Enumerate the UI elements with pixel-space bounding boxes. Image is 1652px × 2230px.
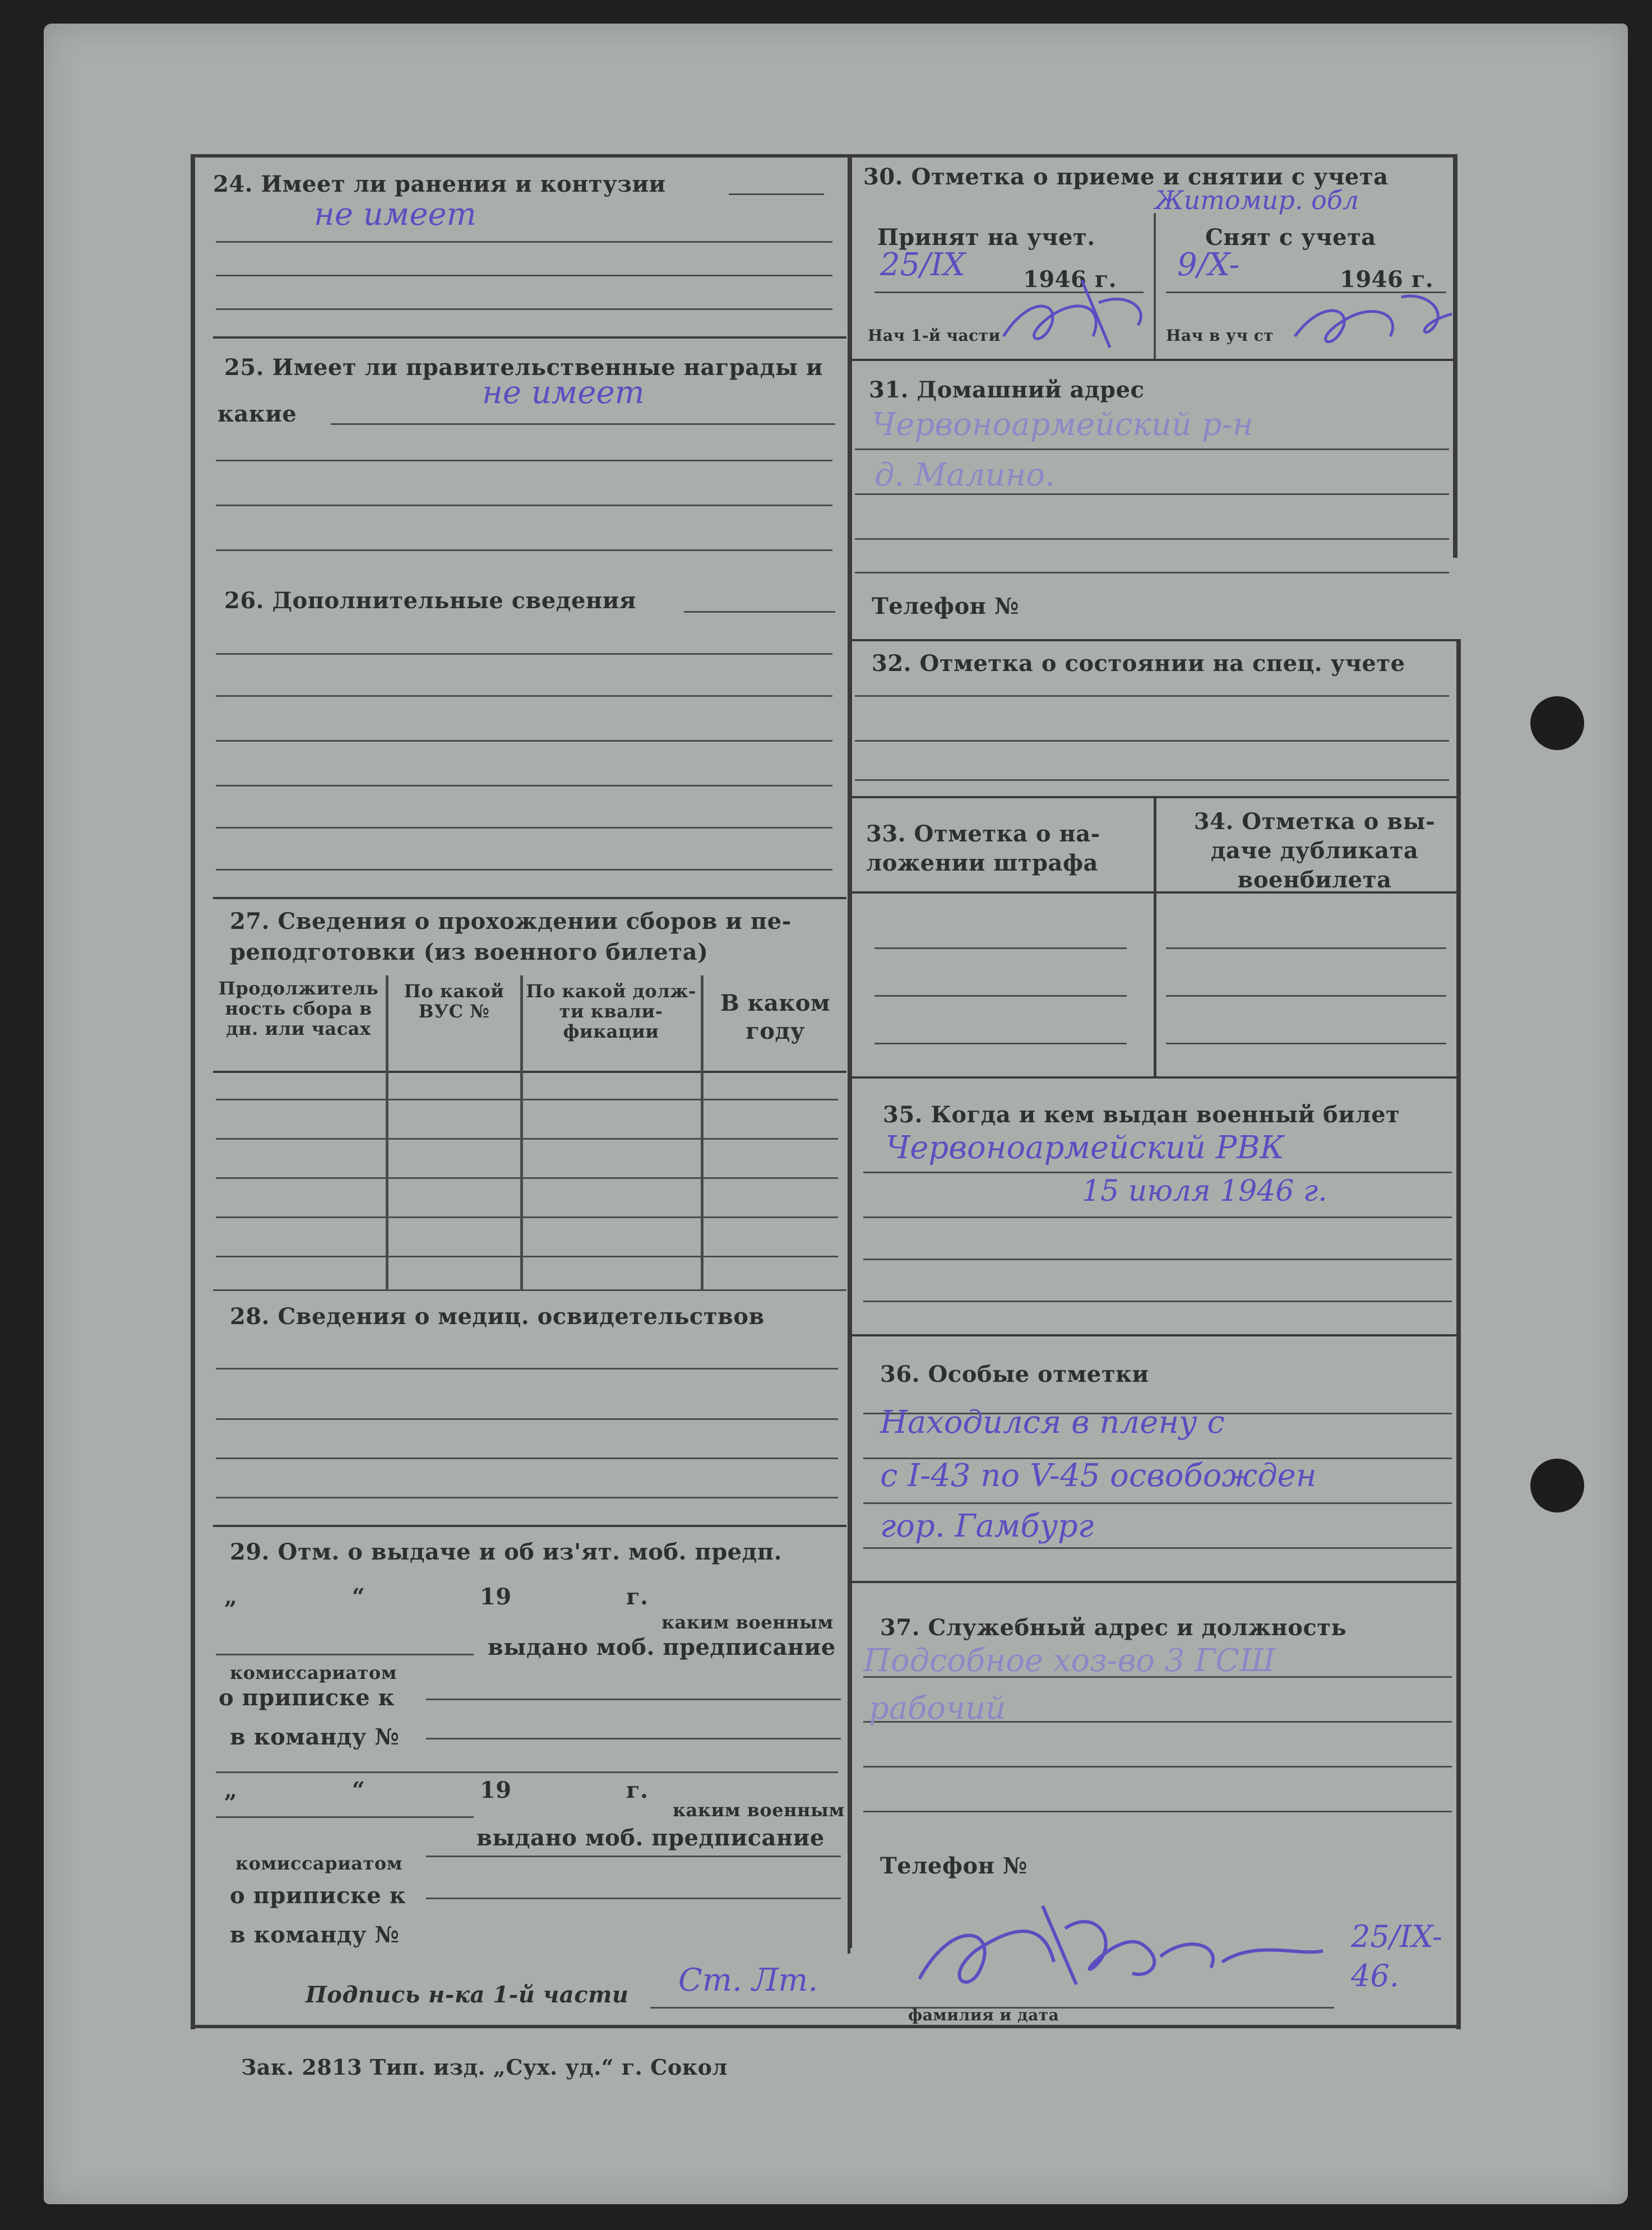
s36-line-3: гор. Гамбург — [880, 1508, 1094, 1544]
s27-col-vus: По какой ВУС № — [404, 980, 505, 1022]
s29-komandu-2: в команду № — [230, 1922, 400, 1948]
s27-title-2: реподготовки (из военного билета) — [230, 939, 709, 965]
s25-answer: не имеет — [482, 374, 645, 411]
s30-head1: Нач 1-й части — [868, 326, 1001, 345]
signature-value: Ст. Лт. — [678, 1962, 818, 1998]
s35-line-2: 15 июля 1946 г. — [1082, 1174, 1327, 1208]
commander-signature — [908, 1895, 1345, 2007]
s30-removed-date: 9/X- — [1177, 247, 1240, 283]
s30-removed-year: 1946 г. — [1340, 266, 1434, 293]
signature-label: Подпись н-ка 1-й части — [306, 1982, 629, 2008]
s35-line-1: Червоноармейский РВК — [886, 1130, 1284, 1166]
s30-removed-label: Снят с учета — [1205, 224, 1376, 251]
s29-kakim-2: каким военным — [673, 1799, 845, 1821]
s30-accepted-label: Принят на учет. — [877, 224, 1095, 251]
s27-col-qualification: По какой долж-ти квали- фикации — [526, 980, 696, 1042]
s29-vydano-1: выдано моб. предписание — [488, 1634, 836, 1660]
s24-answer: не имеет — [314, 196, 476, 233]
s29-komandu-1: в команду № — [230, 1724, 400, 1750]
s36-line-1: Находился в плену с — [880, 1404, 1225, 1441]
s30-head2: Нач в уч ст — [1166, 326, 1274, 345]
s36-line-2: с I-43 по V-45 освобожден — [880, 1458, 1317, 1494]
s29-komissariatom-2: комиссариатом — [235, 1853, 402, 1874]
s27-col-duration: Продолжитель ность сбора в дн. или часах — [218, 978, 379, 1039]
printer-imprint: Зак. 2813 Тип. изд. „Сух. уд.“ г. Сокол — [241, 2055, 728, 2080]
punch-hole-top — [1530, 696, 1584, 750]
signature-date: 25/IX-46. — [1351, 1919, 1443, 1993]
s29-komissariatom-1: комиссариатом — [230, 1662, 397, 1683]
s25-title-2: какие — [218, 401, 297, 427]
s37-phone: Телефон № — [880, 1853, 1028, 1879]
s31-address-1: Червоноармейский р-н — [872, 406, 1253, 443]
s28-title: 28. Сведения о медиц. освидетельствов — [230, 1303, 765, 1330]
s24-title: 24. Имеет ли ранения и контузии — [213, 171, 666, 197]
s25-title: 25. Имеет ли правительственные награды и — [224, 354, 823, 381]
s31-title: 31. Домашний адрес — [869, 377, 1145, 403]
s34-title: 34. Отметка о вы- даче дубликата военбилета — [1193, 808, 1436, 893]
s30-office: Житомир. обл — [1155, 185, 1359, 215]
s37-line-2: рабочий — [869, 1690, 1006, 1727]
s29-pripiske-2: о приписке к — [230, 1882, 406, 1909]
s26-title: 26. Дополнительные сведения — [224, 587, 636, 614]
s30-accepted-year: 1946 г. — [1023, 266, 1117, 293]
s29-date-1: „ “ 19 г. — [224, 1584, 649, 1610]
signature-caption: фамилия и дата — [908, 2006, 1059, 2024]
s30-accepted-date: 25/IX — [880, 247, 966, 283]
s27-title: 27. Сведения о прохождении сборов и пе- — [230, 908, 792, 934]
remove-signature — [1289, 280, 1457, 359]
s29-date-2: „ “ 19 г. — [224, 1777, 649, 1803]
s29-kakim-1: каким военным — [661, 1612, 834, 1633]
punch-hole-bottom — [1530, 1459, 1584, 1512]
s30-title: 30. Отметка о приеме и снятии с учета — [863, 164, 1389, 190]
s37-line-1: Подсобное хоз-во 3 ГСШ — [863, 1643, 1275, 1679]
accept-signature — [998, 269, 1160, 359]
s37-title: 37. Служебный адрес и должность — [880, 1614, 1347, 1641]
s29-vydano-2: выдано моб. предписание — [476, 1825, 825, 1851]
s33-title: 33. Отметка о на- ложении штрафа — [866, 821, 1100, 876]
s27-col-year: В каком году — [720, 990, 831, 1044]
s36-title: 36. Особые отметки — [880, 1361, 1149, 1387]
s31-phone: Телефон № — [872, 593, 1019, 619]
s29-pripiske-1: о приписке к — [219, 1685, 395, 1711]
s31-address-2: д. Малино. — [874, 457, 1055, 493]
s32-title: 32. Отметка о состоянии на спец. учете — [872, 650, 1405, 677]
s35-title: 35. Когда и кем выдан военный билет — [883, 1102, 1400, 1128]
s29-title: 29. Отм. о выдаче и об из'ят. моб. предп. — [230, 1539, 782, 1565]
